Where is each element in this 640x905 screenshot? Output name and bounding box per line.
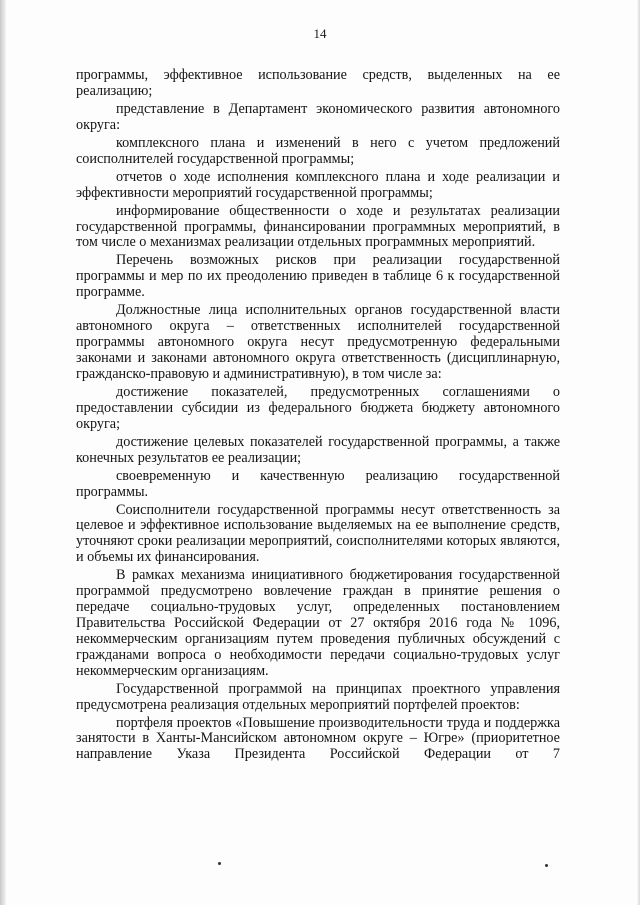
- scan-speck: [218, 862, 221, 865]
- paragraph: представление в Департамент экономического развития автономного округа:: [76, 100, 560, 133]
- paragraph: Государственной программой на принципах проектного управления предусмотрена реализация отдельных мероприятий портфелей проектов:: [76, 680, 560, 713]
- paragraph: программы, эффективное использование средств, выделенных на ее реализацию;: [76, 67, 560, 99]
- paragraph: портфеля проектов «Повышение производительности труда и поддержка занятости в Ханты-Мансийском автономном округе – Югре» (приоритетное направление Указа Президента Российской Федерации от 7: [76, 714, 560, 763]
- paragraph: Перечень возможных рисков при реализации государственной программы и мер по их преодолению приведен в таблице 6 к государственной программе.: [76, 252, 560, 301]
- paragraph: отчетов о ходе исполнения комплексного плана и ходе реализации и эффективности мероприятий государственной программы;: [76, 168, 560, 201]
- paragraph: информирование общественности о ходе и результатах реализации государственной программы, финансировании программных мероприятий, в том числе о механизмах реализации отдельных программных мероприятий.: [76, 202, 560, 251]
- paragraph: достижение целевых показателей государственной программы, а также конечных результатов ее реализации;: [76, 433, 560, 466]
- paragraph: достижение показателей, предусмотренных соглашениями о предоставлении субсидии из федерального бюджета бюджету автономного округа;: [76, 383, 560, 432]
- scan-speck: [545, 864, 548, 867]
- paragraph: Должностные лица исполнительных органов государственной власти автономного округа – ответственных исполнителей государственной программы автономного округа несут предусмотренную федеральными законами и законами автономного округа ответственность (дисциплинарную, гражданско-правовую и административную), в том числе за:: [76, 302, 560, 382]
- paragraph: В рамках механизма инициативного бюджетирования государственной программой предусмотрено вовлечение граждан в принятие решения о передаче социально-трудовых услуг, определенных постановлением Правительства Российской Федерации от 27 октября 2016 года № 1096, некоммерческим организациям путем проведения публичных обсуждений с гражданами вопроса о необходимости передачи социально-трудовых услуг некоммерческим организациям.: [76, 567, 560, 679]
- scan-edge-left: [0, 0, 6, 905]
- body-text: [76, 68, 560, 765]
- paragraph: своевременную и качественную реализацию государственной программы.: [76, 467, 560, 500]
- page-number: 14: [313, 26, 327, 41]
- paragraph: Соисполнители государственной программы несут ответственность за целевое и эффективное использование выделяемых на ее выполнение средств, уточняют сроки реализации мероприятий, соисполнителями которых являются, и объемы их финансирования.: [76, 501, 560, 566]
- paragraph: комплексного плана и изменений в него с учетом предложений соисполнителей государственной программы;: [76, 134, 560, 167]
